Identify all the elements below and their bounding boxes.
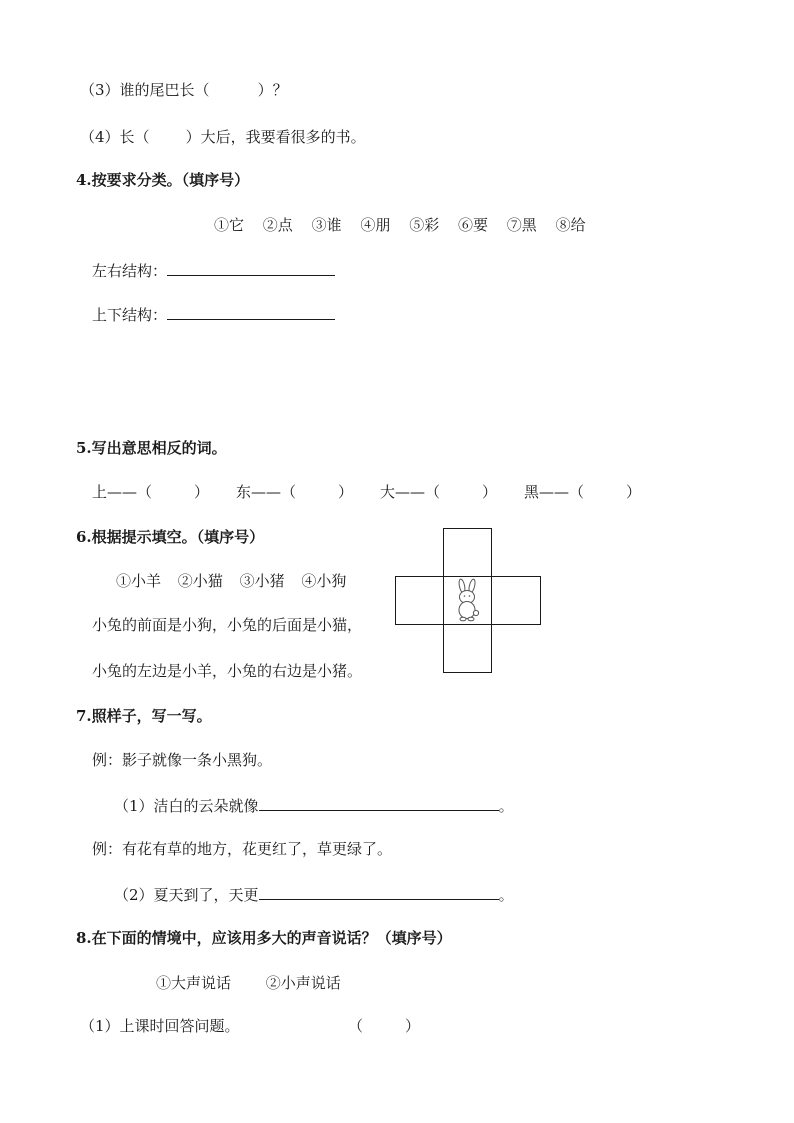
answer-line[interactable] (259, 796, 499, 811)
q6-title: 6.根据提示填空。（填序号） (76, 528, 265, 546)
q8-item-1-answer: （ ） (348, 1017, 421, 1035)
option-item: ⑧给 (555, 216, 586, 234)
q4-left-right: 左右结构： (92, 261, 335, 281)
option-item: ②点 (262, 216, 293, 234)
q4-title: 4.按要求分类。（填序号） (76, 171, 250, 189)
option-item: ⑤彩 (409, 216, 440, 234)
hint-item: ④小狗 (301, 572, 347, 590)
cross-cell-top[interactable] (443, 528, 492, 577)
q5-pair: 上——（ ） (92, 483, 210, 501)
q3-item-3: （3）谁的尾巴长（ ）？ (80, 81, 288, 99)
cross-cell-center (443, 576, 492, 625)
q5-pair: 大——（ ） (380, 483, 498, 501)
q6-hints (116, 571, 358, 591)
hint-item: ③小猪 (239, 572, 285, 590)
q4-options (214, 215, 600, 235)
cross-cell-right[interactable] (491, 576, 541, 625)
q8-title: 8.在下面的情境中，应该用多大的声音说话？（填序号） (76, 929, 452, 947)
q7-item-2: （2）夏天到了，天更 。 (114, 886, 514, 904)
option-item: ④朋 (360, 216, 391, 234)
hint-item: ②小猫 (177, 572, 223, 590)
q5-pair: 黑——（ ） (524, 483, 642, 501)
answer-line[interactable] (167, 261, 335, 276)
q3-item-4: （4）长（ ）大后，我要看很多的书。 (80, 128, 366, 146)
q4-top-bottom: 上下结构： (92, 305, 335, 325)
cross-cell-left[interactable] (395, 576, 444, 625)
option-item: ①大声说话 (156, 974, 232, 992)
q6-line-1: 小兔的前面是小狗，小兔的后面是小猫， (92, 616, 363, 634)
q7-example-1: 例：影子就像一条小黑狗。 (92, 751, 273, 769)
cross-diagram (395, 528, 541, 673)
q6-line-2: 小兔的左边是小羊，小兔的右边是小猪。 (92, 662, 363, 680)
cross-cell-bottom[interactable] (443, 624, 492, 673)
hint-item: ①小羊 (116, 572, 162, 590)
q7-item-1: （1）洁白的云朵就像 。 (114, 797, 514, 815)
q5-title: 5.写出意思相反的词。 (76, 439, 227, 457)
q8-options (156, 973, 341, 993)
option-item: ⑥要 (457, 216, 488, 234)
option-item: ③谁 (311, 216, 342, 234)
q8-item-1: （1）上课时回答问题。 (80, 1017, 240, 1035)
answer-line[interactable] (167, 305, 335, 320)
option-item: ⑦黑 (506, 216, 537, 234)
q7-title: 7.照样子，写一写。 (76, 707, 212, 725)
rabbit-icon (444, 577, 491, 624)
option-item: ①它 (214, 216, 245, 234)
option-item: ②小声说话 (265, 974, 341, 992)
q5-pair: 东——（ ） (236, 483, 354, 501)
answer-line[interactable] (259, 885, 499, 900)
q7-example-2: 例：有花有草的地方，花更红了，草更绿了。 (92, 840, 393, 858)
